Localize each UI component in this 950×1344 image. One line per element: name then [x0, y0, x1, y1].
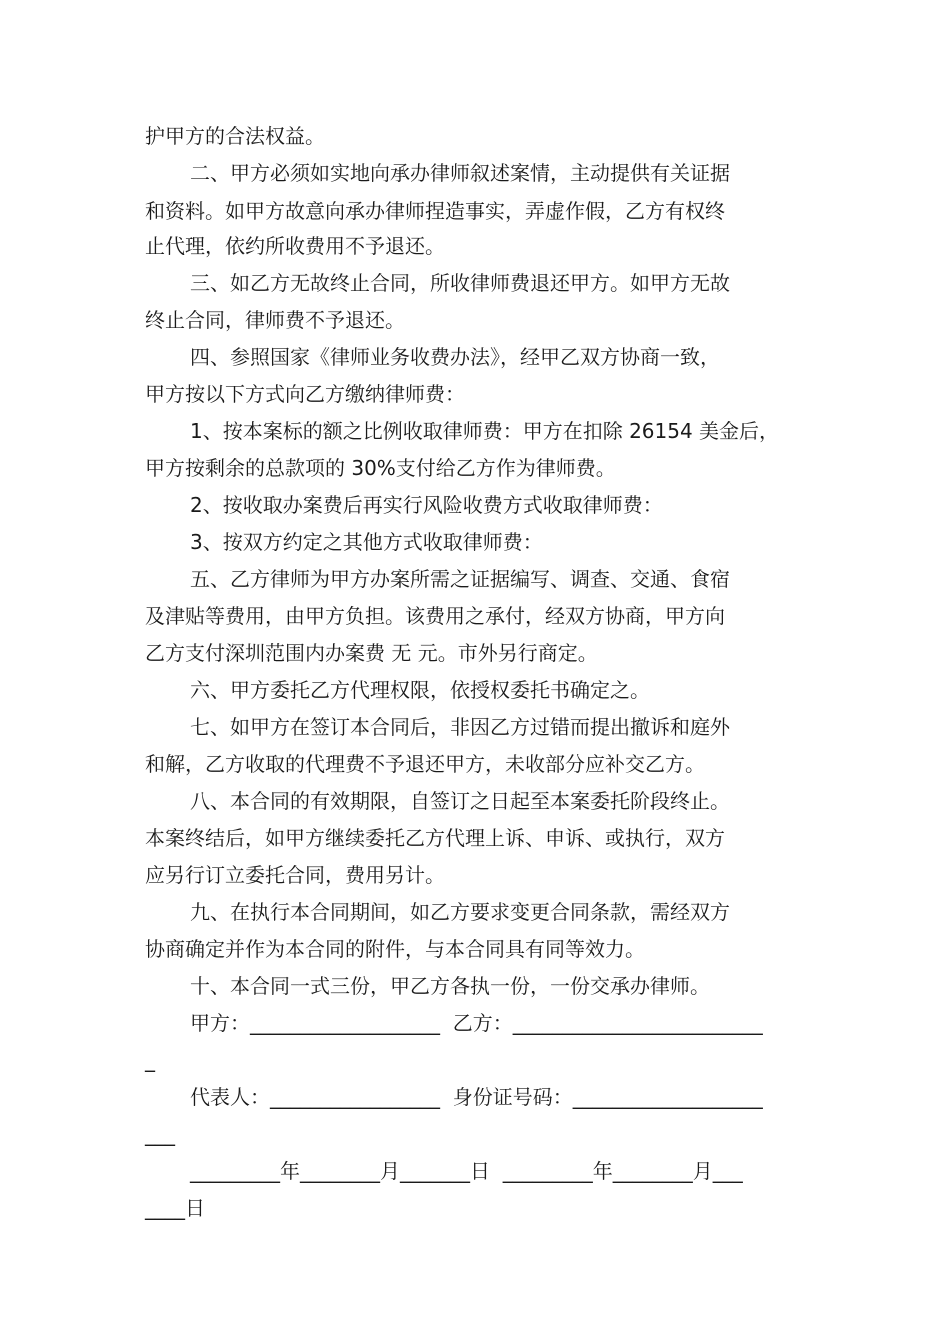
text-line: 2、按收取办案费后再实行风险收费方式收取律师费：: [190, 493, 663, 517]
text-line: 护甲方的合法权益。: [145, 124, 325, 148]
text-line: 1、按本案标的额之比例收取律师费：甲方在扣除 26154 美金后，: [190, 419, 780, 443]
text-line: 三、如乙方无故终止合同，所收律师费退还甲方。如甲方无故: [190, 271, 730, 295]
text-line: 八、本合同的有效期限，自签订之日起至本案委托阶段终止。: [190, 789, 730, 813]
text-line: 及津贴等费用，由甲方负担。该费用之承付，经双方协商，甲方向: [145, 604, 725, 628]
text-line: 甲方按剩余的总款项的 30%支付给乙方作为律师费。: [145, 456, 616, 480]
text-line: 协商确定并作为本合同的附件，与本合同具有同等效力。: [145, 937, 645, 961]
text-line: 九、在执行本合同期间，如乙方要求变更合同条款，需经双方: [190, 900, 730, 924]
text-line: 和资料。如甲方故意向承办律师捏造事实，弄虚作假，乙方有权终: [145, 199, 725, 223]
text-line: ___: [145, 1122, 175, 1146]
text-line: 甲方按以下方式向乙方缴纳律师费：: [145, 382, 465, 406]
text-line: 乙方支付深圳范围内办案费 无 元。市外另行商定。: [145, 641, 598, 665]
text-line: ____日: [145, 1196, 205, 1220]
text-line: 七、如甲方在签订本合同后，非因乙方过错而提出撤诉和庭外: [190, 715, 730, 739]
signature-line-parties: 甲方：___________________ 乙方：_________________________: [190, 1011, 763, 1035]
signature-line-dates: _________年________月_______日 _________年________月___: [190, 1159, 743, 1183]
text-line: 五、乙方律师为甲方办案所需之证据编写、调查、交通、食宿: [190, 567, 730, 591]
text-line: 六、甲方委托乙方代理权限，依授权委托书确定之。: [190, 678, 650, 702]
signature-line-representative: 代表人：_________________ 身份证号码：___________________: [190, 1085, 763, 1109]
text-line: 四、参照国家《律师业务收费办法》，经甲乙双方协商一致，: [190, 345, 720, 369]
text-line: 十、本合同一式三份，甲乙方各执一份，一份交承办律师。: [190, 974, 710, 998]
text-line: 和解，乙方收取的代理费不予退还甲方，未收部分应补交乙方。: [145, 752, 705, 776]
text-line: 止代理，依约所收费用不予退还。: [145, 234, 445, 258]
text-line: 终止合同，律师费不予退还。: [145, 308, 405, 332]
text-line: 二、甲方必须如实地向承办律师叙述案情，主动提供有关证据: [190, 161, 730, 185]
text-line: 3、按双方约定之其他方式收取律师费：: [190, 530, 543, 554]
text-line: _: [145, 1048, 155, 1072]
text-line: 应另行订立委托合同，费用另计。: [145, 863, 445, 887]
text-line: 本案终结后，如甲方继续委托乙方代理上诉、申诉、或执行，双方: [145, 826, 725, 850]
